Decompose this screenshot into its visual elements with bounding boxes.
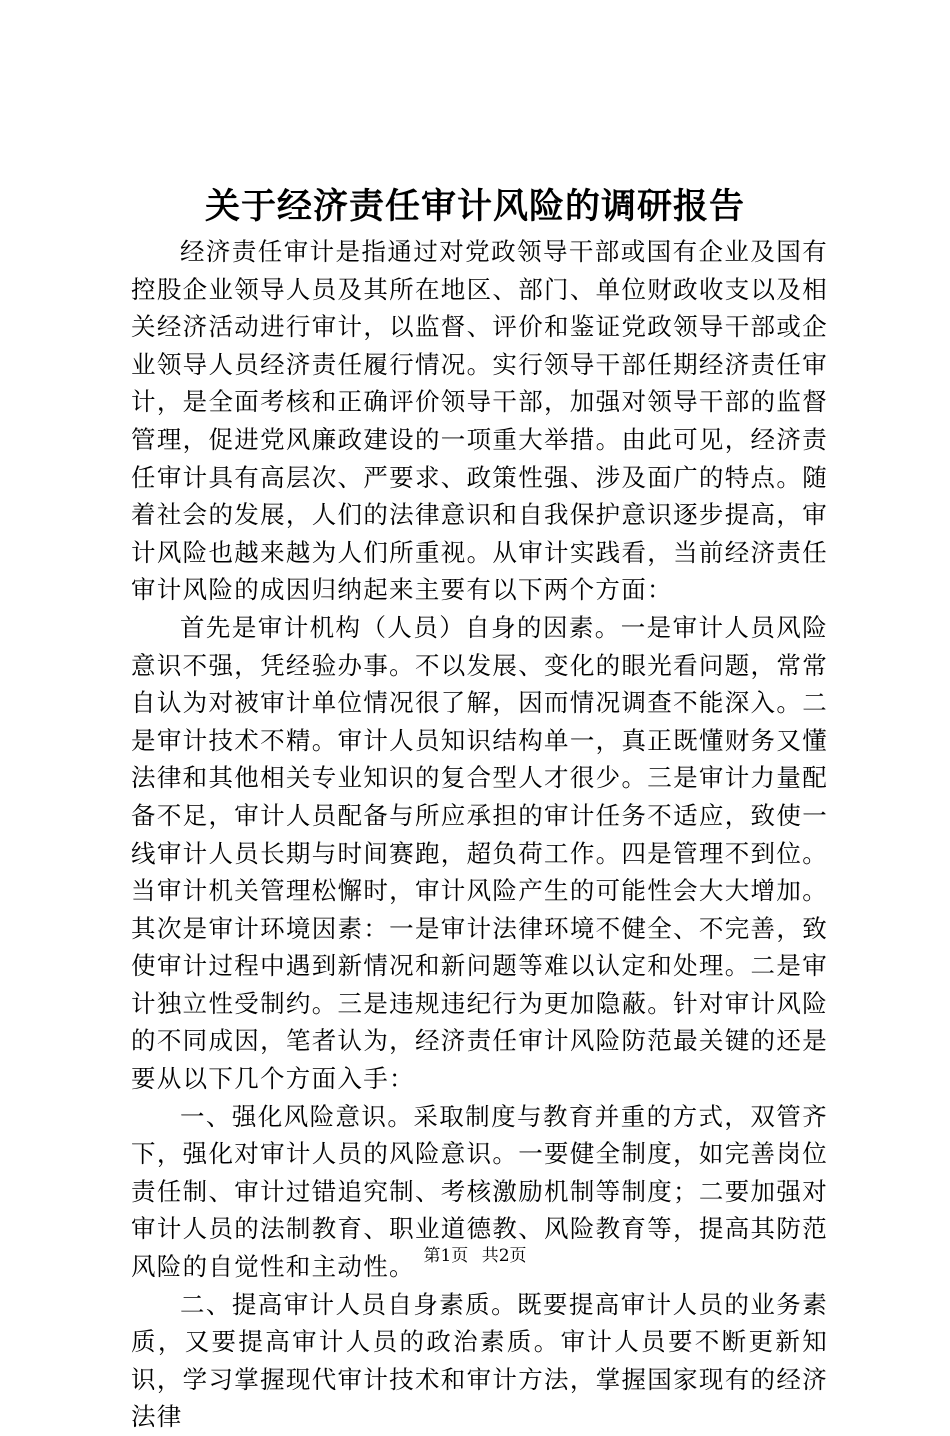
paragraph-quality: 二、提高审计人员自身素质。既要提高审计人员的业务素质，又要提高审计人员的政治素质。审计人员要不断更新知识，学习掌握现代审计技术和审计方法，掌握国家现有的经济法律: [131, 1289, 828, 1432]
paragraph-causes: 首先是审计机构（人员）自身的因素。一是审计人员风险意识不强，凭经验办事。不以发展、变化的眼光看问题，常常自认为对被审计单位情况很了解，因而情况调查不能深入。二是审计技术不精。审计人员知识结构单一，真正既懂财务又懂法律和其他相关专业知识的复合型人才很少。三是审计力量配备不足，审计人员配备与所应承担的审计任务不适应，致使一线审计人员长期与时间赛跑，超负荷工作。四是管理不到位。当审计机关管理松懈时，审计风险产生的可能性会大大增加。其次是审计环境因素：一是审计法律环境不健全、不完善，致使审计过程中遇到新情况和新问题等难以认定和处理。二是审计独立性受制约。三是违规违纪行为更加隐蔽。针对审计风险的不同成因，笔者认为，经济责任审计风险防范最关键的还是要从以下几个方面入手：: [131, 612, 828, 1094]
paragraph-risk-awareness: 一、强化风险意识。采取制度与教育并重的方式，双管齐下，强化对审计人员的风险意识。一要健全制度，如完善岗位责任制、审计过错追究制、考核激励机制等制度；二要加强对审计人员的法制教育、职业道德教、风险教育等，提高其防范风险的自觉性和主动性。: [131, 1101, 828, 1282]
paragraph-intro: 经济责任审计是指通过对党政领导干部或国有企业及国有控股企业领导人员及其所在地区、部门、单位财政收支以及相关经济活动进行审计，以监督、评价和鉴证党政领导干部或企业领导人员经济责任履行情况。实行领导干部任期经济责任审计，是全面考核和正确评价领导干部，加强对领导干部的监督管理，促进党风廉政建设的一项重大举措。由此可见，经济责任审计具有高层次、严要求、政策性强、涉及面广的特点。随着社会的发展，人们的法律意识和自我保护意识逐步提高，审计风险也越来越为人们所重视。从审计实践看，当前经济责任审计风险的成因归纳起来主要有以下两个方面：: [131, 237, 828, 605]
document-title: 关于经济责任审计风险的调研报告: [204, 186, 745, 227]
page-total: 共2页: [481, 1246, 527, 1266]
page-number: 第1页: [423, 1246, 469, 1266]
page-footer: [0, 1244, 950, 1268]
